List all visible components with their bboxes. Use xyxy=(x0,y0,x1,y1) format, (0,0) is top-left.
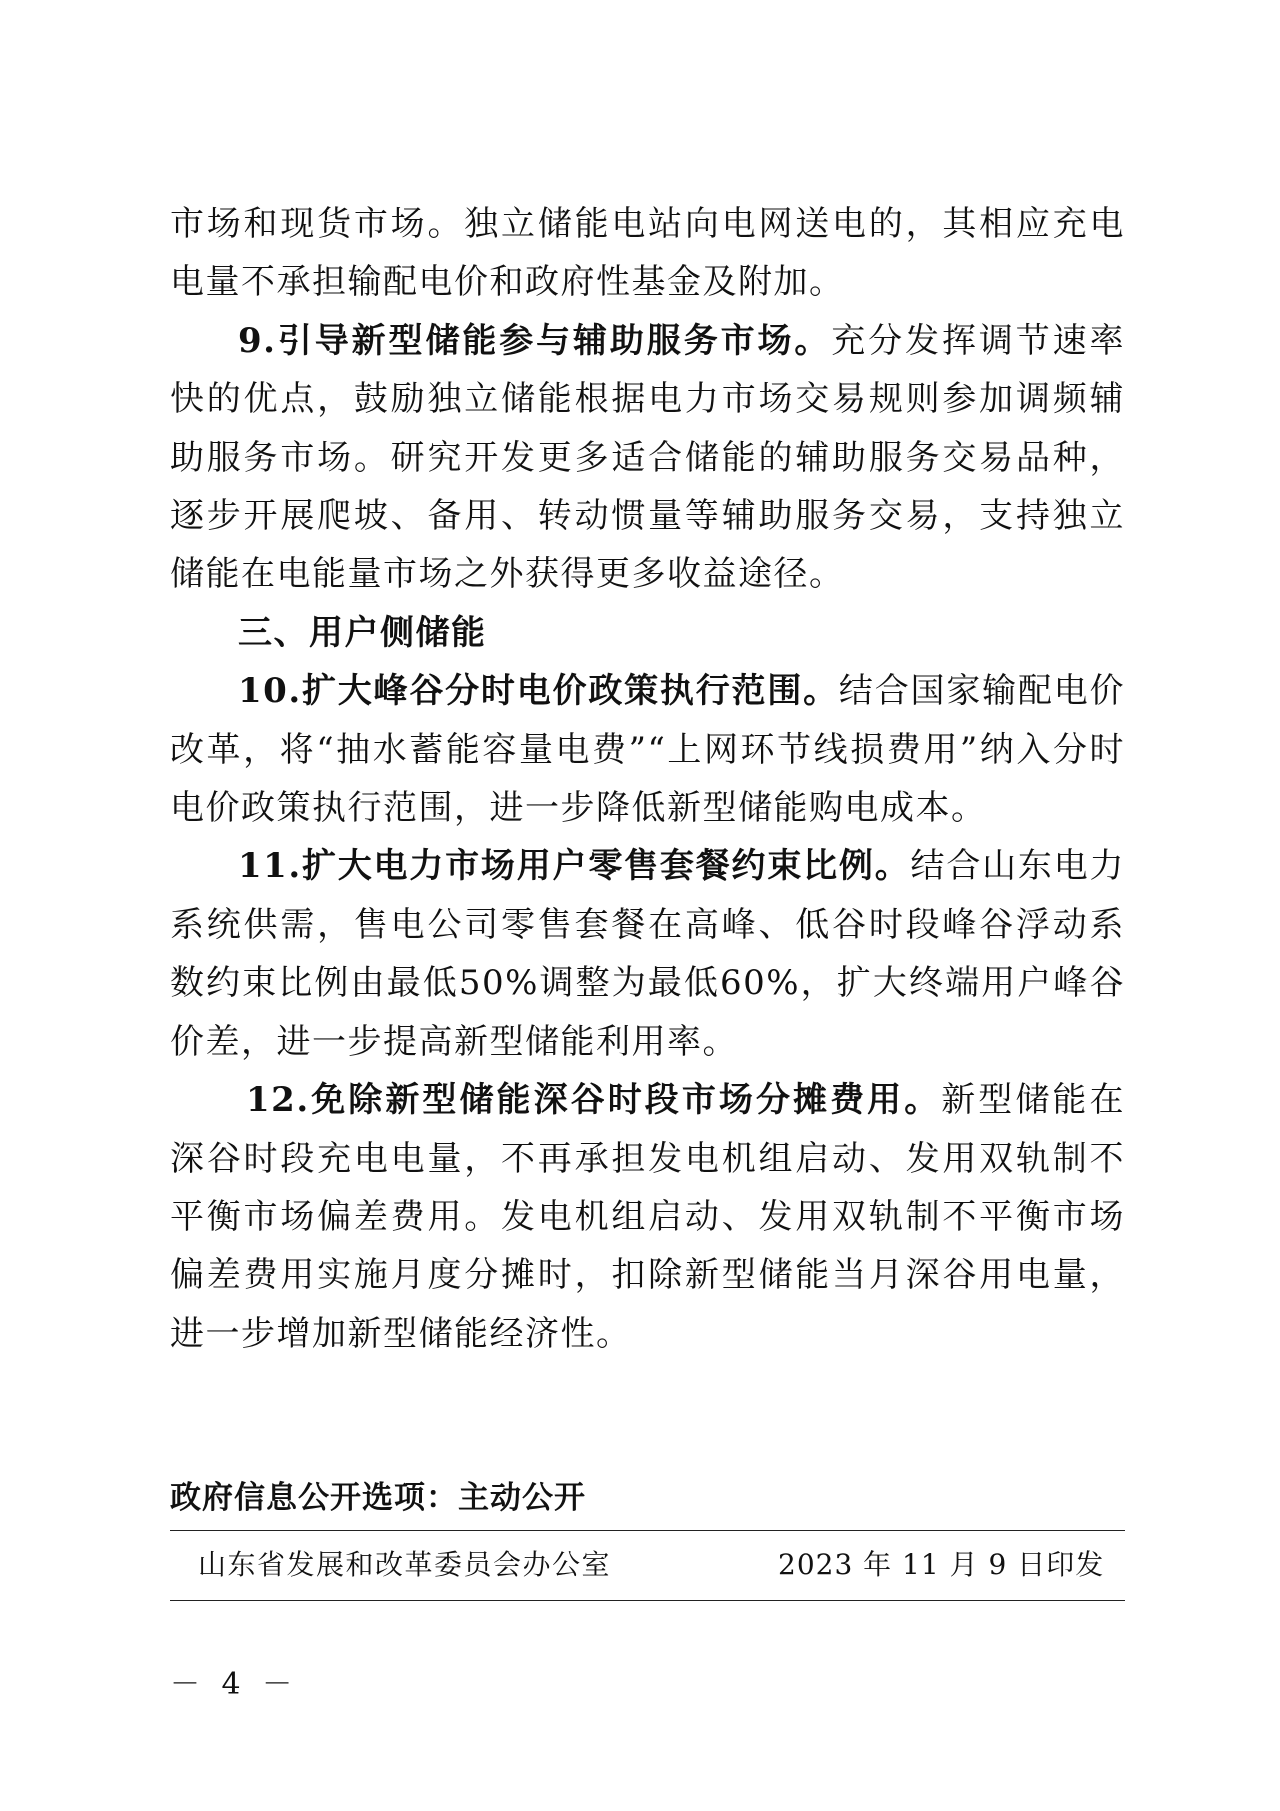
paragraph-continuation: 市场和现货市场。独立储能电站向电网送电的，其相应充电电量不承担输配电价和政府性基金及附加。 xyxy=(170,204,1125,303)
section-heading: 三、用户侧储能 xyxy=(238,612,487,653)
footer-divider-top xyxy=(170,1530,1125,1531)
issue-date: 2023 年 11 月 9 日印发 xyxy=(778,1548,1105,1581)
document-body xyxy=(170,195,1125,1363)
disclosure-option: 政府信息公开选项：主动公开 xyxy=(170,1480,586,1516)
footer-divider-bottom xyxy=(170,1600,1125,1601)
paragraph-text: 新型储能在深谷时段充电电量，不再承担发电机组启动、发用双轨制不平衡市场偏差费用。发电机组启动、发用双轨制不平衡市场偏差费用实施月度分摊时，扣除新型储能当月深谷用电量，进一步增加新型储能经济性。 xyxy=(170,1080,1125,1354)
paragraph-item-10 xyxy=(170,662,1125,837)
paragraph-text: 充分发挥调节速率快的优点，鼓励独立储能根据电力市场交易规则参加调频辅助服务市场。研究开发更多适合储能的辅助服务交易品种，逐步开展爬坡、备用、转动惯量等辅助服务交易，支持独立储能在电能量市场之外获得更多收益途径。 xyxy=(170,320,1126,595)
page-number: － 4 － xyxy=(170,1667,299,1702)
issuing-office: 山东省发展和改革委员会办公室 xyxy=(198,1548,612,1581)
paragraph-text: 结合山东电力系统供需，售电公司零售套餐在高峰、低谷时段峰谷浮动系数约束比例由最低50%调整为最低60%，扩大终端用户峰谷价差，进一步提高新型储能利用率。 xyxy=(170,846,1126,1062)
paragraph-lead: 10.扩大峰谷分时电价政策执行范围。 xyxy=(238,671,839,712)
paragraph-item-11 xyxy=(170,837,1125,1071)
paragraph-lead: 9.引导新型储能参与辅助服务市场。 xyxy=(238,320,832,361)
paragraph-item-12 xyxy=(170,1071,1125,1363)
paragraph-lead: 11.扩大电力市场用户零售套餐约束比例。 xyxy=(238,846,911,887)
paragraph-text: 结合国家输配电价改革，将“抽水蓄能容量电费”“上网环节线损费用”纳入分时电价政策执行范围，进一步降低新型储能购电成本。 xyxy=(170,671,1126,829)
paragraph-lead: 12.免除新型储能深谷时段市场分摊费用。 xyxy=(246,1080,942,1121)
paragraph-item-9 xyxy=(170,312,1125,604)
